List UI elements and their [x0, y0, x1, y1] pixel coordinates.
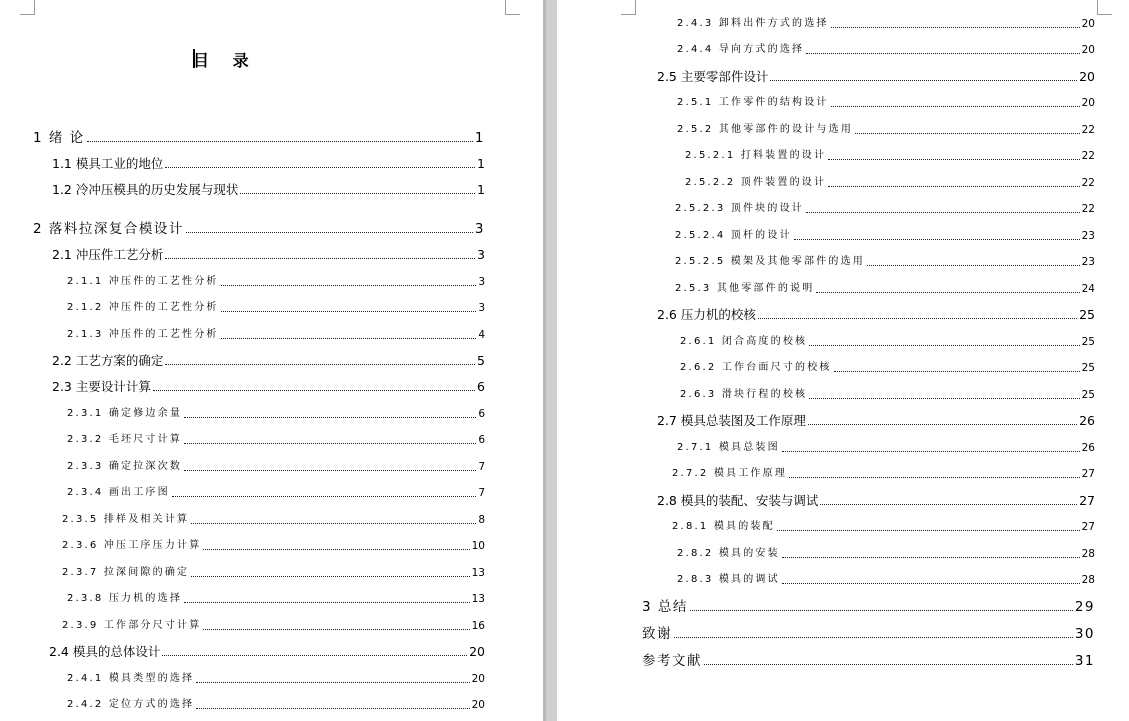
- toc-entry-page: 20: [471, 699, 485, 711]
- toc-entry-label: 2.5.2 其他零部件的设计与选用: [677, 124, 854, 135]
- toc-entry-page: 1: [477, 156, 485, 171]
- toc-entry-label: 2.7.1 模具总装图: [677, 442, 780, 453]
- toc-entry-page: 27: [1081, 468, 1095, 480]
- toc-entry[interactable]: [52, 353, 485, 369]
- toc-entry[interactable]: [642, 626, 1095, 642]
- toc-entry-page: 22: [1081, 177, 1095, 189]
- toc-entry-label: 2.8.1 模具的装配: [672, 521, 775, 532]
- toc-leader: [777, 530, 1080, 531]
- toc-entry-label: 2.4 模具的总体设计: [49, 644, 161, 659]
- toc-entry[interactable]: [675, 228, 1095, 244]
- toc-leader: [831, 106, 1080, 107]
- toc-entry-label: 1 绪 论: [33, 130, 85, 146]
- toc-entry[interactable]: [67, 591, 485, 607]
- toc-entry[interactable]: [33, 130, 485, 146]
- toc-entry-page: 7: [478, 487, 485, 499]
- toc-entry[interactable]: [67, 671, 485, 687]
- toc-entry-label: 2.3.3 确定拉深次数: [67, 461, 183, 472]
- gutter-shadow: [543, 0, 546, 721]
- toc-entry-label: 2.5.1 工作零件的结构设计: [677, 97, 829, 108]
- toc-entry[interactable]: [657, 493, 1095, 509]
- toc-leader: [782, 583, 1080, 584]
- toc-entry[interactable]: [67, 485, 485, 501]
- toc-entry[interactable]: [685, 175, 1095, 191]
- toc-entry[interactable]: [642, 653, 1095, 669]
- toc-leader: [184, 417, 476, 418]
- toc-leader: [806, 53, 1079, 54]
- toc-entry-page: 5: [477, 353, 485, 368]
- toc-entry-page: 20: [1081, 44, 1095, 56]
- toc-entry-label: 2.4.4 导向方式的选择: [677, 44, 805, 55]
- toc-entry-label: 参考文献: [642, 653, 702, 669]
- toc-entry-page: 16: [471, 620, 485, 632]
- toc-entry-label: 2.4.1 模具类型的选择: [67, 673, 195, 684]
- crop-mark-top-right: [505, 0, 520, 15]
- toc-entry-page: 20: [469, 644, 485, 659]
- toc-entry-label: 2.3.5 排样及相关计算: [62, 514, 190, 525]
- toc-entry-label: 2.5.2.3 顶件块的设计: [675, 203, 804, 214]
- toc-title: 目 录: [193, 51, 258, 70]
- toc-leader: [191, 576, 469, 577]
- toc-entry-label: 2.3.1 确定修边余量: [67, 408, 183, 419]
- toc-entry-label: 2.3 主要设计计算: [52, 379, 151, 394]
- toc-entry-page: 24: [1081, 283, 1095, 295]
- toc-entry-label: 2.5.2.5 模架及其他零部件的选用: [675, 256, 865, 267]
- toc-entry-label: 2.3.4 画出工序图: [67, 487, 170, 498]
- toc-entry-label: 2.1.3 冲压件的工艺性分析: [67, 329, 219, 340]
- toc-leader: [203, 629, 469, 630]
- toc-leader: [87, 141, 473, 142]
- toc-entry-page: 28: [1081, 574, 1095, 586]
- toc-leader: [690, 610, 1073, 611]
- toc-entry-page: 6: [478, 408, 485, 420]
- toc-entry-label: 2.6.2 工作台面尺寸的校核: [680, 362, 832, 373]
- toc-leader: [221, 338, 477, 339]
- toc-entry-page: 27: [1081, 521, 1095, 533]
- toc-leader: [782, 451, 1080, 452]
- toc-entry[interactable]: [677, 42, 1095, 58]
- toc-entry-page: 13: [471, 593, 485, 605]
- toc-leader: [806, 212, 1080, 213]
- toc-entry[interactable]: [685, 148, 1095, 164]
- toc-entry-page: 25: [1079, 307, 1095, 322]
- toc-entry-label: 1.2 冷冲压模具的历史发展与现状: [52, 182, 239, 197]
- toc-entry[interactable]: [67, 697, 485, 713]
- toc-entry[interactable]: [672, 466, 1095, 482]
- toc-entry-label: 2 落料拉深复合模设计: [33, 221, 184, 237]
- toc-entry[interactable]: [677, 572, 1095, 588]
- toc-entry-page: 27: [1079, 493, 1095, 508]
- toc-entry[interactable]: [680, 360, 1095, 376]
- toc-leader: [831, 27, 1080, 28]
- toc-entry[interactable]: [67, 459, 485, 475]
- toc-leader: [165, 167, 475, 168]
- toc-entry[interactable]: [62, 512, 485, 528]
- toc-entry[interactable]: [52, 182, 485, 198]
- toc-leader: [186, 232, 473, 233]
- toc-entry-label: 2.5.2.4 顶杆的设计: [675, 230, 792, 241]
- toc-entry-page: 26: [1079, 413, 1095, 428]
- toc-entry-label: 2.6 压力机的校核: [657, 307, 756, 322]
- toc-entry[interactable]: [62, 538, 485, 554]
- toc-leader: [203, 549, 469, 550]
- toc-entry-page: 22: [1081, 150, 1095, 162]
- toc-leader: [828, 186, 1079, 187]
- toc-entry-page: 22: [1081, 203, 1095, 215]
- toc-entry-page: 3: [478, 302, 485, 314]
- toc-leader: [165, 258, 475, 259]
- toc-entry[interactable]: [67, 300, 485, 316]
- toc-entry-page: 22: [1081, 124, 1095, 136]
- toc-leader: [184, 470, 476, 471]
- toc-leader: [240, 193, 475, 194]
- toc-leader: [165, 364, 475, 365]
- toc-leader: [221, 311, 477, 312]
- toc-leader: [809, 345, 1079, 346]
- toc-leader: [820, 504, 1077, 505]
- toc-entry-label: 2.3.8 压力机的选择: [67, 593, 183, 604]
- toc-entry[interactable]: [675, 254, 1095, 270]
- toc-leader: [184, 602, 470, 603]
- toc-entry-label: 2.3.6 冲压工序压力计算: [62, 540, 202, 551]
- toc-entry-page: 20: [1079, 69, 1095, 84]
- toc-entry-label: 2.4.2 定位方式的选择: [67, 699, 195, 710]
- toc-entry-page: 25: [1081, 336, 1095, 348]
- toc-entry-label: 2.4.3 卸料出件方式的选择: [677, 18, 829, 29]
- toc-leader: [816, 292, 1079, 293]
- toc-leader: [221, 285, 477, 286]
- toc-entry-label: 2.5.3 其他零部件的说明: [675, 283, 815, 294]
- toc-entry[interactable]: [62, 565, 485, 581]
- toc-entry-label: 致谢: [642, 626, 672, 642]
- toc-entry-label: 2.3.9 工作部分尺寸计算: [62, 620, 202, 631]
- toc-entry-label: 2.8.2 模具的安装: [677, 548, 780, 559]
- toc-entry-page: 30: [1074, 626, 1095, 642]
- toc-entry-page: 10: [471, 540, 485, 552]
- toc-entry-label: 2.6.3 滑块行程的校核: [680, 389, 808, 400]
- toc-entry-label: 2.1 冲压件工艺分析: [52, 247, 164, 262]
- toc-entry-page: 31: [1074, 653, 1095, 669]
- toc-entry-page: 3: [477, 247, 485, 262]
- toc-entry[interactable]: [33, 221, 485, 237]
- toc-entry-page: 23: [1081, 230, 1095, 242]
- toc-leader: [191, 523, 476, 524]
- toc-entry-page: 13: [471, 567, 485, 579]
- toc-entry[interactable]: [675, 201, 1095, 217]
- toc-entry-page: 3: [474, 221, 485, 237]
- toc-entry-label: 1.1 模具工业的地位: [52, 156, 164, 171]
- toc-entry[interactable]: [677, 546, 1095, 562]
- toc-entry[interactable]: [677, 440, 1095, 456]
- toc-entry[interactable]: [680, 387, 1095, 403]
- toc-entry-page: 26: [1081, 442, 1095, 454]
- toc-entry[interactable]: [677, 16, 1095, 32]
- page-gutter: [543, 0, 557, 721]
- toc-entry-page: 28: [1081, 548, 1095, 560]
- toc-entry-label: 2.8 模具的装配、安装与调试: [657, 493, 819, 508]
- crop-mark-top-right: [1097, 0, 1112, 15]
- toc-entry-page: 1: [474, 130, 485, 146]
- toc-entry-page: 25: [1081, 362, 1095, 374]
- toc-leader: [809, 398, 1079, 399]
- toc-entry[interactable]: [677, 95, 1095, 111]
- toc-leader: [758, 318, 1077, 319]
- document-page-left: [0, 0, 543, 721]
- toc-entry[interactable]: [52, 247, 485, 263]
- toc-entry[interactable]: [49, 644, 485, 660]
- toc-leader: [162, 655, 467, 656]
- toc-entry-page: 20: [1081, 18, 1095, 30]
- toc-entry[interactable]: [657, 413, 1095, 429]
- toc-entry[interactable]: [677, 122, 1095, 138]
- toc-entry-page: 20: [1081, 97, 1095, 109]
- crop-mark-top-left: [621, 0, 636, 15]
- toc-leader: [867, 265, 1080, 266]
- toc-entry-label: 2.5 主要零部件设计: [657, 69, 769, 84]
- toc-entry-label: 2.3.7 拉深间隙的确定: [62, 567, 190, 578]
- toc-entry-page: 3: [478, 276, 485, 288]
- toc-entry-page: 20: [471, 673, 485, 685]
- toc-entry-label: 2.8.3 模具的调试: [677, 574, 780, 585]
- toc-entry-page: 1: [477, 182, 485, 197]
- toc-entry-page: 6: [477, 379, 485, 394]
- toc-leader: [828, 159, 1079, 160]
- toc-entry-label: 2.2 工艺方案的确定: [52, 353, 164, 368]
- toc-entry-page: 23: [1081, 256, 1095, 268]
- toc-entry-label: 2.3.2 毛坯尺寸计算: [67, 434, 183, 445]
- toc-entry[interactable]: [52, 156, 485, 172]
- toc-entry-label: 2.6.1 闭合高度的校核: [680, 336, 808, 347]
- toc-leader: [196, 682, 469, 683]
- toc-leader: [172, 496, 476, 497]
- toc-entry[interactable]: [672, 519, 1095, 535]
- toc-entry-page: 7: [478, 461, 485, 473]
- toc-leader: [782, 557, 1080, 558]
- toc-entry-page: 4: [478, 329, 485, 341]
- toc-entry[interactable]: [67, 327, 485, 343]
- toc-entry[interactable]: [67, 274, 485, 290]
- toc-entry-page: 25: [1081, 389, 1095, 401]
- toc-entry[interactable]: [642, 599, 1095, 615]
- toc-entry-page: 6: [478, 434, 485, 446]
- toc-entry-label: 2.5.2.2 顶件装置的设计: [685, 177, 827, 188]
- toc-entry-label: 2.1.1 冲压件的工艺性分析: [67, 276, 219, 287]
- toc-leader: [808, 424, 1077, 425]
- toc-leader: [196, 708, 469, 709]
- toc-leader: [184, 443, 476, 444]
- document-page-right: [557, 0, 1129, 721]
- toc-entry[interactable]: [657, 307, 1095, 323]
- toc-entry-label: 2.5.2.1 打料装置的设计: [685, 150, 827, 161]
- toc-leader: [770, 80, 1077, 81]
- toc-leader: [789, 477, 1080, 478]
- toc-entry-page: 29: [1074, 599, 1095, 615]
- toc-leader: [834, 371, 1080, 372]
- toc-entry-label: 2.7 模具总装图及工作原理: [657, 413, 806, 428]
- toc-leader: [794, 239, 1080, 240]
- toc-entry[interactable]: [67, 432, 485, 448]
- toc-entry[interactable]: [680, 334, 1095, 350]
- toc-leader: [153, 390, 475, 391]
- toc-leader: [674, 637, 1073, 638]
- toc-entry-label: 2.7.2 模具工作原理: [672, 468, 788, 479]
- toc-entry[interactable]: [52, 379, 485, 395]
- toc-leader: [704, 664, 1073, 665]
- toc-entry[interactable]: [67, 406, 485, 422]
- toc-entry[interactable]: [62, 618, 485, 634]
- toc-entry[interactable]: [657, 69, 1095, 85]
- toc-leader: [855, 133, 1080, 134]
- toc-entry-label: 3 总结: [642, 599, 688, 615]
- toc-entry[interactable]: [675, 281, 1095, 297]
- crop-mark-top-left: [20, 0, 35, 15]
- toc-entry-label: 2.1.2 冲压件的工艺性分析: [67, 302, 219, 313]
- toc-entry-page: 8: [478, 514, 485, 526]
